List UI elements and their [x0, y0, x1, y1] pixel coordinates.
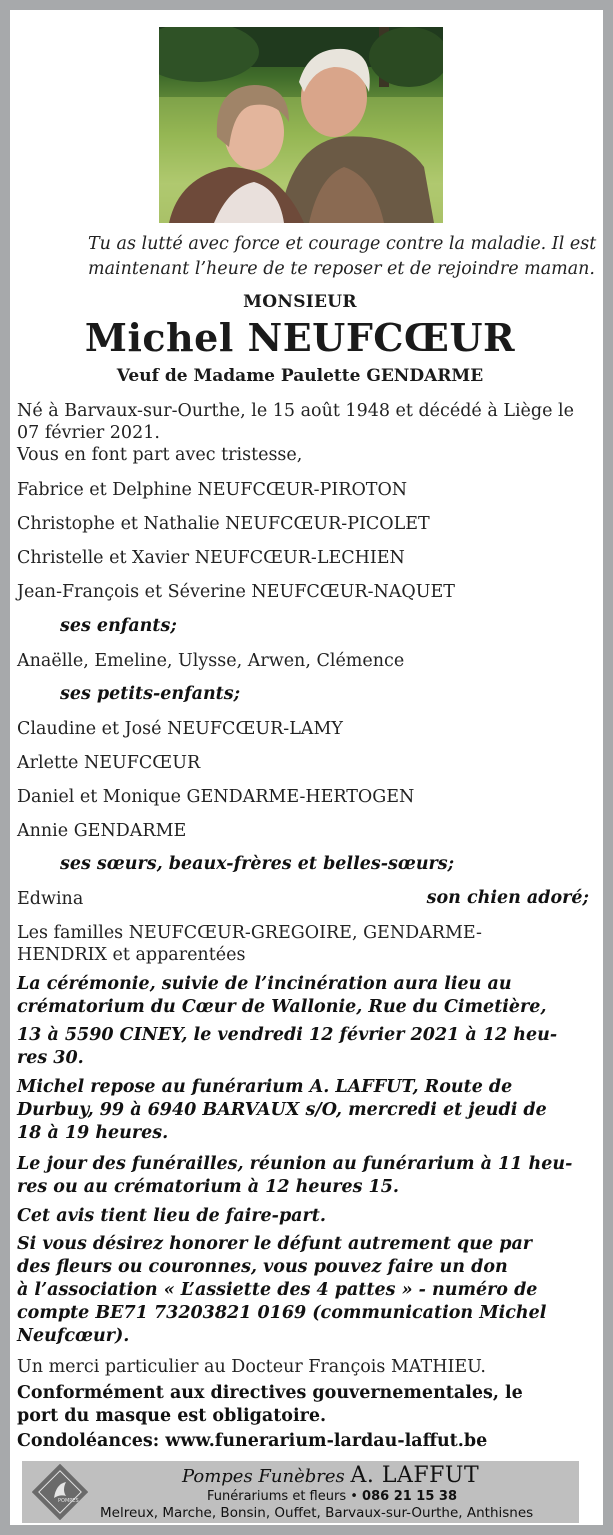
donation-line: compte BE71 73203821 0169 (communication Michel: [17, 1303, 547, 1323]
condolences-link[interactable]: Condoléances: www.funerarium-lardau-laffut.be: [17, 1431, 488, 1451]
funeral-home-logo: [32, 1464, 88, 1520]
portrait-photo-illustration: [159, 27, 443, 223]
funeral-home-locations: Melreux, Marche, Bonsin, Ouffet, Barvaux-sur-Ourthe, Anthisnes: [100, 1505, 534, 1521]
ceremony-block: [17, 973, 597, 1070]
pet-name: Edwina: [17, 889, 84, 909]
phone-number[interactable]: 086 21 15 38: [362, 1489, 458, 1504]
widower-line: Veuf de Madame Paulette GENDARME: [116, 366, 484, 386]
funeral-home-footer: [22, 1461, 579, 1523]
list-item: Christelle et Xavier NEUFCŒUR-LECHIEN: [17, 548, 405, 568]
funeral-home-company: A. LAFFUT: [350, 1463, 480, 1488]
funeral-home-name: [182, 1463, 572, 1488]
mask-line: Conformément aux directives gouvernementales, le: [17, 1383, 523, 1403]
repose-line: Durbuy, 99 à 6940 BARVAUX s/O, mercredi et jeudi de: [17, 1100, 547, 1120]
mask-block: [17, 1382, 597, 1428]
list-item: Arlette NEUFCŒUR: [17, 753, 201, 773]
funeral-home-lead: Pompes Funèbres: [182, 1466, 345, 1487]
list-item: Jean-François et Séverine NEUFCŒUR-NAQUET: [17, 582, 455, 602]
funeral-home-services: [207, 1489, 577, 1504]
grandchildren-role: ses petits-enfants;: [60, 684, 241, 704]
funeral-day-line: Le jour des funérailles, réunion au funérarium à 11 heu-: [17, 1154, 573, 1174]
list-item: Christophe et Nathalie NEUFCŒUR-PICOLET: [17, 514, 430, 534]
memorial-quote: Tu as lutté avec force et courage contre la maladie. Il est maintenant l’heure de te reposer et de rejoindre maman.: [88, 234, 597, 279]
logo-text: POMPES: [58, 1498, 79, 1504]
birth-death-text: Né à Barvaux-sur-Ourthe, le 15 août 1948 et décédé à Liège le 07 février 2021.: [17, 401, 574, 443]
notice-text: Cet avis tient lieu de faire-part.: [17, 1206, 326, 1226]
siblings-role: ses sœurs, beaux-frères et belles-sœurs;: [60, 854, 455, 874]
deceased-name: Michel NEUFCŒUR: [84, 315, 516, 360]
ceremony-line: crématorium du Cœur de Wallonie, Rue du Cimetière,: [17, 997, 547, 1017]
list-item: Annie GENDARME: [17, 821, 187, 841]
donation-line: Si vous désirez honorer le défunt autrement que par: [17, 1234, 533, 1254]
ceremony-line: La cérémonie, suivie de l’incinération aura lieu au: [17, 974, 512, 994]
repose-line: 18 à 19 heures.: [17, 1123, 169, 1143]
obituary-notice: [10, 10, 603, 1525]
donation-block: [17, 1233, 597, 1348]
logo-icon: [32, 1464, 88, 1520]
grandchildren-list: Anaëlle, Emeline, Ulysse, Arwen, Clémence: [17, 651, 405, 671]
ceremony-line: 13 à 5590 CINEY, le vendredi 12 février 2021 à 12 heu-: [17, 1025, 558, 1045]
donation-line: des fleurs ou couronnes, vous pouvez faire un don: [17, 1257, 508, 1277]
ceremony-line: res 30.: [17, 1048, 84, 1068]
repose-block: [17, 1076, 597, 1145]
services-text: Funérariums et fleurs •: [207, 1489, 358, 1504]
donation-line: à l’association « L’assiette des 4 pattes » - numéro de: [17, 1280, 538, 1300]
portrait-photo: [159, 27, 443, 223]
pet-role: son chien adoré;: [426, 888, 589, 908]
donation-line: Neufcœur).: [17, 1326, 130, 1346]
thanks-text: Un merci particulier au Docteur François MATHIEU.: [17, 1357, 486, 1377]
honorific-title: MONSIEUR: [243, 292, 357, 312]
mask-line: port du masque est obligatoire.: [17, 1406, 327, 1426]
list-item: Daniel et Monique GENDARME-HERTOGEN: [17, 787, 415, 807]
funeral-day-line: res ou au crématorium à 12 heures 15.: [17, 1177, 399, 1197]
funeral-day-block: [17, 1153, 597, 1199]
repose-line: Michel repose au funérarium A. LAFFUT, Route de: [17, 1077, 513, 1097]
children-role: ses enfants;: [60, 616, 177, 636]
list-item: Claudine et José NEUFCŒUR-LAMY: [17, 719, 343, 739]
intro-text: Vous en font part avec tristesse,: [17, 445, 303, 465]
list-item: Fabrice et Delphine NEUFCŒUR-PIROTON: [17, 480, 408, 500]
families-text: Les familles NEUFCŒUR-GREGOIRE, GENDARME-HENDRIX et apparentées: [17, 923, 482, 965]
